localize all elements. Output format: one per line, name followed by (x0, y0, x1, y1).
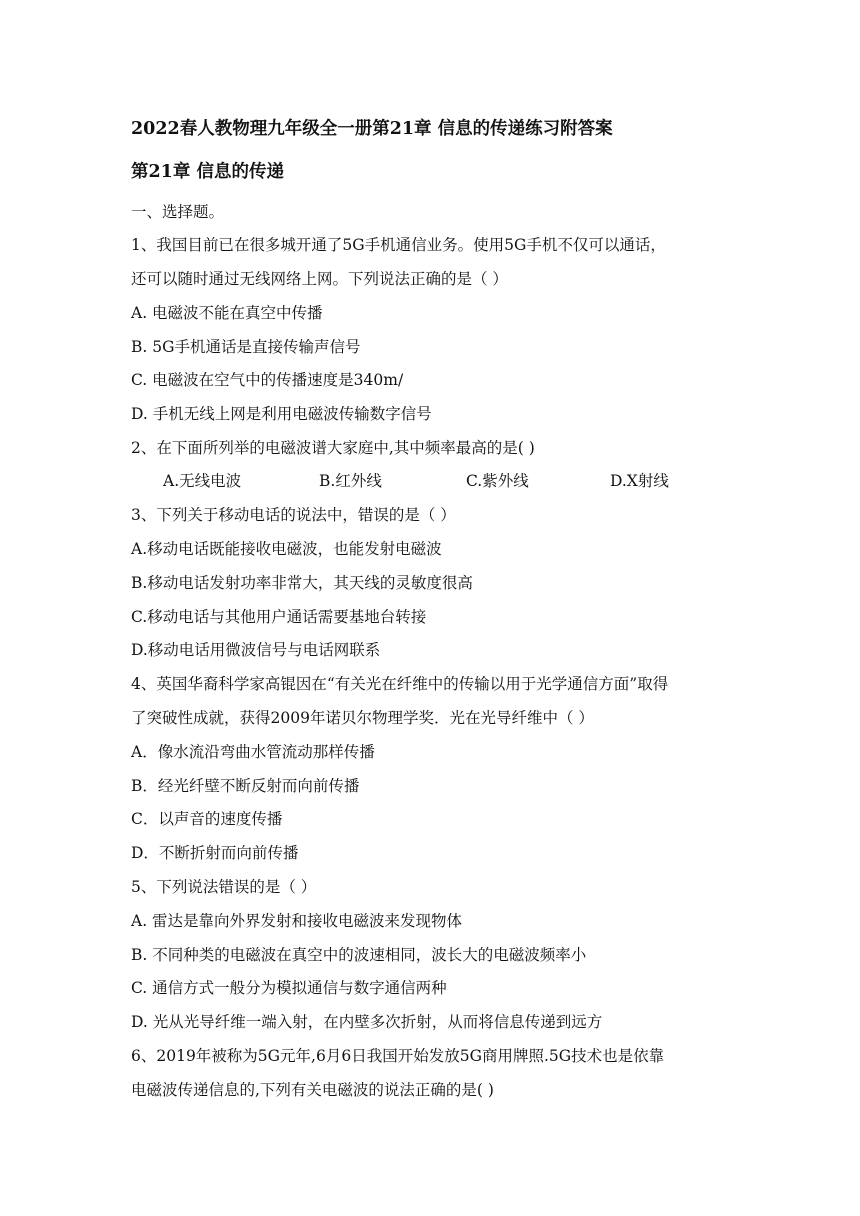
question-5-option-b: B. 不同种类的电磁波在真空中的波速相同，波长大的电磁波频率小 (131, 946, 587, 964)
question-5-option-d: D. 光从光导纤维一端入射，在内壁多次折射，从而将信息传递到远方 (131, 1013, 603, 1031)
question-2-option-a: A.无线电波 (163, 472, 242, 490)
question-2-options (0, 470, 860, 494)
question-3-stem: 3、下列关于移动电话的说法中，错误的是（ ） (131, 506, 456, 524)
question-1-option-b: B. 5G手机通话是直接传输声信号 (131, 338, 361, 356)
question-1-stem-line-2: 还可以随时通过无线网络上网。下列说法正确的是（ ） (131, 270, 508, 288)
chapter-heading: 第21章 信息的传递 (131, 162, 284, 182)
question-2-option-d: D.X射线 (610, 472, 669, 490)
question-2-option-b: B.红外线 (319, 472, 382, 490)
question-4-option-d: D．不断折射而向前传播 (131, 844, 299, 862)
document-title: 2022春人教物理九年级全一册第21章 信息的传递练习附答案 (131, 119, 613, 139)
question-1-option-d: D. 手机无线上网是利用电磁波传输数字信号 (131, 405, 432, 423)
question-3-option-a: A.移动电话既能接收电磁波，也能发射电磁波 (131, 540, 442, 558)
question-1-stem-line-1: 1、我国目前已在很多城开通了5G手机通信业务。使用5G手机不仅可以通话， (131, 236, 666, 254)
question-5-stem: 5、下列说法错误的是（ ） (131, 878, 317, 896)
question-4-option-b: B．经光纤壁不断反射而向前传播 (131, 777, 360, 795)
section-heading: 一、选择题。 (131, 203, 225, 221)
question-4-stem-line-1: 4、英国华裔科学家高锟因在“有关光在纤维中的传输以用于光学通信方面”取得 (131, 675, 669, 693)
question-6-stem-line-1: 6、2019年被称为5G元年,6月6日我国开始发放5G商用牌照.5G技术也是依靠 (131, 1047, 665, 1065)
question-4-option-a: A．像水流沿弯曲水管流动那样传播 (131, 743, 375, 761)
question-4-stem-line-2: 了突破性成就，获得2009年诺贝尔物理学奖．光在光导纤维中（ ） (131, 709, 594, 727)
question-1-option-a: A. 电磁波不能在真空中传播 (131, 304, 323, 322)
question-5-option-a: A. 雷达是靠向外界发射和接收电磁波来发现物体 (131, 912, 463, 930)
question-6-stem-line-2: 电磁波传递信息的,下列有关电磁波的说法正确的是( ) (131, 1081, 494, 1099)
question-3-option-b: B.移动电话发射功率非常大，其天线的灵敏度很高 (131, 574, 473, 592)
question-3-option-d: D.移动电话用微波信号与电话网联系 (131, 641, 381, 659)
question-1-option-c: C. 电磁波在空气中的传播速度是340m/ (131, 371, 404, 389)
question-2-stem: 2、在下面所列举的电磁波谱大家庭中,其中频率最高的是( ) (131, 439, 535, 457)
question-2-option-c: C.紫外线 (466, 472, 529, 490)
question-3-option-c: C.移动电话与其他用户通话需要基地台转接 (131, 608, 427, 626)
question-4-option-c: C．以声音的速度传播 (131, 810, 283, 828)
question-5-option-c: C. 通信方式一般分为模拟通信与数字通信两种 (131, 979, 447, 997)
